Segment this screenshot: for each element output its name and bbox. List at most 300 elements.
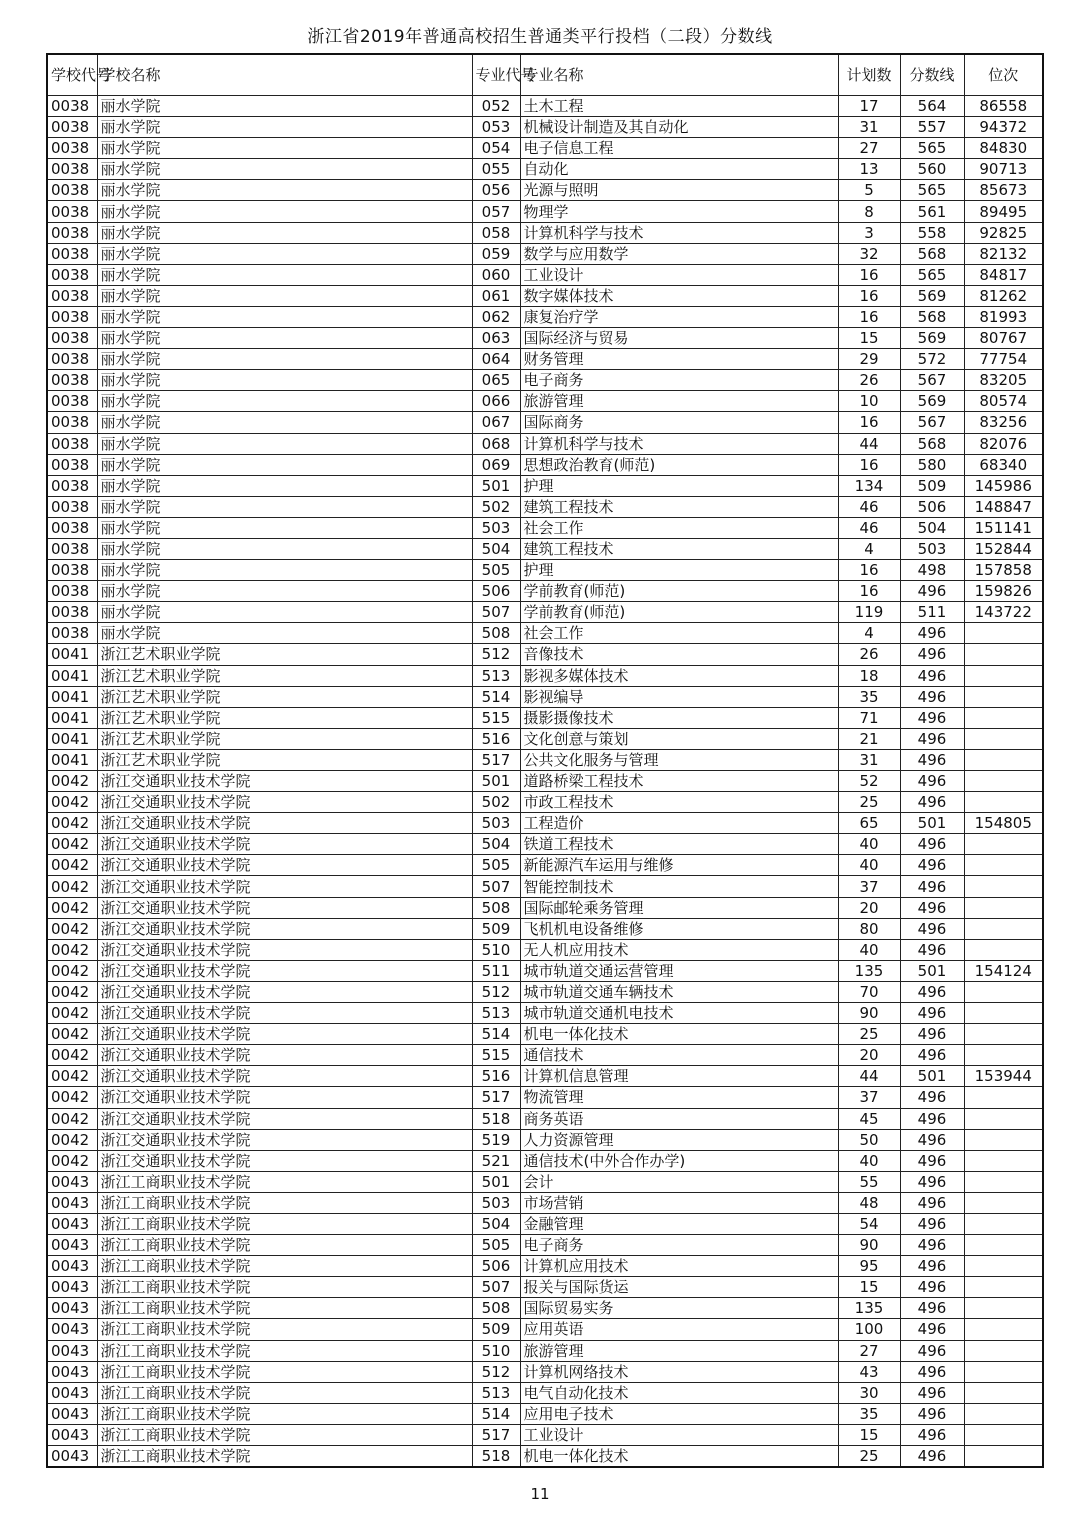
table-row xyxy=(47,834,1043,855)
table-row xyxy=(47,117,1043,138)
score-cell: 496 xyxy=(900,876,964,897)
plan-cell: 52 xyxy=(838,771,900,792)
school-code-cell: 0043 xyxy=(47,1213,97,1234)
score-cell: 568 xyxy=(900,433,964,454)
table-row xyxy=(47,1319,1043,1340)
plan-cell: 4 xyxy=(838,538,900,559)
school-name-cell: 浙江交通职业技术学院 xyxy=(97,771,472,792)
table-row xyxy=(47,1424,1043,1445)
major-code-cell: 508 xyxy=(472,897,520,918)
school-code-cell: 0043 xyxy=(47,1277,97,1298)
school-code-cell: 0043 xyxy=(47,1382,97,1403)
school-name-cell: 浙江工商职业技术学院 xyxy=(97,1319,472,1340)
major-code-cell: 506 xyxy=(472,1256,520,1277)
major-name-cell: 国际经济与贸易 xyxy=(520,328,838,349)
header-rank: 位次 xyxy=(964,54,1043,96)
table-row xyxy=(47,517,1043,538)
table-row xyxy=(47,159,1043,180)
plan-cell: 15 xyxy=(838,328,900,349)
school-code-cell: 0042 xyxy=(47,918,97,939)
score-cell: 496 xyxy=(900,771,964,792)
school-code-cell: 0038 xyxy=(47,264,97,285)
major-code-cell: 066 xyxy=(472,391,520,412)
plan-cell: 29 xyxy=(838,349,900,370)
plan-cell: 46 xyxy=(838,517,900,538)
plan-cell: 65 xyxy=(838,813,900,834)
major-code-cell: 055 xyxy=(472,159,520,180)
major-name-cell: 影视编导 xyxy=(520,686,838,707)
rank-cell xyxy=(964,981,1043,1002)
plan-cell: 16 xyxy=(838,412,900,433)
school-name-cell: 浙江交通职业技术学院 xyxy=(97,855,472,876)
school-name-cell: 浙江交通职业技术学院 xyxy=(97,834,472,855)
school-name-cell: 浙江交通职业技术学院 xyxy=(97,792,472,813)
score-cell: 496 xyxy=(900,981,964,1002)
plan-cell: 40 xyxy=(838,834,900,855)
major-name-cell: 计算机网络技术 xyxy=(520,1361,838,1382)
plan-cell: 55 xyxy=(838,1171,900,1192)
school-name-cell: 浙江工商职业技术学院 xyxy=(97,1256,472,1277)
table-row xyxy=(47,855,1043,876)
score-cell: 496 xyxy=(900,1361,964,1382)
rank-cell: 80574 xyxy=(964,391,1043,412)
school-name-cell: 浙江交通职业技术学院 xyxy=(97,1003,472,1024)
school-code-cell: 0038 xyxy=(47,306,97,327)
school-name-cell: 浙江交通职业技术学院 xyxy=(97,1108,472,1129)
table-row xyxy=(47,475,1043,496)
major-name-cell: 学前教育(师范) xyxy=(520,602,838,623)
score-cell: 501 xyxy=(900,960,964,981)
major-name-cell: 应用电子技术 xyxy=(520,1403,838,1424)
major-name-cell: 电子信息工程 xyxy=(520,138,838,159)
major-name-cell: 学前教育(师范) xyxy=(520,581,838,602)
plan-cell: 31 xyxy=(838,749,900,770)
table-row xyxy=(47,602,1043,623)
table-row xyxy=(47,1403,1043,1424)
major-name-cell: 城市轨道交通机电技术 xyxy=(520,1003,838,1024)
score-cell: 580 xyxy=(900,454,964,475)
major-name-cell: 国际商务 xyxy=(520,412,838,433)
major-name-cell: 文化创意与策划 xyxy=(520,728,838,749)
major-code-cell: 512 xyxy=(472,1361,520,1382)
major-code-cell: 052 xyxy=(472,96,520,117)
score-cell: 496 xyxy=(900,1382,964,1403)
school-name-cell: 丽水学院 xyxy=(97,117,472,138)
school-code-cell: 0038 xyxy=(47,201,97,222)
school-name-cell: 浙江艺术职业学院 xyxy=(97,707,472,728)
rank-cell: 81993 xyxy=(964,306,1043,327)
major-code-cell: 061 xyxy=(472,285,520,306)
rank-cell xyxy=(964,1382,1043,1403)
rank-cell: 143722 xyxy=(964,602,1043,623)
school-name-cell: 丽水学院 xyxy=(97,454,472,475)
score-cell: 511 xyxy=(900,602,964,623)
rank-cell: 159826 xyxy=(964,581,1043,602)
school-name-cell: 丽水学院 xyxy=(97,602,472,623)
major-name-cell: 工业设计 xyxy=(520,1424,838,1445)
plan-cell: 25 xyxy=(838,1024,900,1045)
plan-cell: 16 xyxy=(838,285,900,306)
plan-cell: 17 xyxy=(838,96,900,117)
plan-cell: 35 xyxy=(838,686,900,707)
table-row xyxy=(47,306,1043,327)
score-cell: 496 xyxy=(900,686,964,707)
rank-cell: 89495 xyxy=(964,201,1043,222)
plan-cell: 25 xyxy=(838,1446,900,1468)
major-name-cell: 电子商务 xyxy=(520,1235,838,1256)
major-code-cell: 517 xyxy=(472,1424,520,1445)
plan-cell: 21 xyxy=(838,728,900,749)
major-code-cell: 053 xyxy=(472,117,520,138)
school-code-cell: 0038 xyxy=(47,285,97,306)
plan-cell: 18 xyxy=(838,665,900,686)
school-name-cell: 丽水学院 xyxy=(97,538,472,559)
major-name-cell: 旅游管理 xyxy=(520,391,838,412)
school-code-cell: 0038 xyxy=(47,96,97,117)
score-cell: 557 xyxy=(900,117,964,138)
school-name-cell: 丽水学院 xyxy=(97,517,472,538)
score-cell: 565 xyxy=(900,138,964,159)
major-name-cell: 人力资源管理 xyxy=(520,1129,838,1150)
school-code-cell: 0043 xyxy=(47,1235,97,1256)
table-row xyxy=(47,771,1043,792)
school-name-cell: 浙江交通职业技术学院 xyxy=(97,1024,472,1045)
rank-cell xyxy=(964,1192,1043,1213)
major-code-cell: 503 xyxy=(472,1192,520,1213)
rank-cell: 154124 xyxy=(964,960,1043,981)
major-name-cell: 金融管理 xyxy=(520,1213,838,1234)
school-name-cell: 浙江工商职业技术学院 xyxy=(97,1192,472,1213)
rank-cell: 82132 xyxy=(964,243,1043,264)
major-name-cell: 社会工作 xyxy=(520,623,838,644)
rank-cell xyxy=(964,749,1043,770)
plan-cell: 35 xyxy=(838,1403,900,1424)
major-name-cell: 计算机信息管理 xyxy=(520,1066,838,1087)
plan-cell: 71 xyxy=(838,707,900,728)
school-name-cell: 浙江交通职业技术学院 xyxy=(97,1150,472,1171)
table-row xyxy=(47,1045,1043,1066)
major-code-cell: 514 xyxy=(472,686,520,707)
table-row xyxy=(47,1024,1043,1045)
rank-cell xyxy=(964,918,1043,939)
major-code-cell: 503 xyxy=(472,813,520,834)
school-code-cell: 0043 xyxy=(47,1298,97,1319)
rank-cell: 84817 xyxy=(964,264,1043,285)
school-name-cell: 浙江工商职业技术学院 xyxy=(97,1382,472,1403)
major-code-cell: 067 xyxy=(472,412,520,433)
school-name-cell: 浙江工商职业技术学院 xyxy=(97,1340,472,1361)
major-name-cell: 自动化 xyxy=(520,159,838,180)
plan-cell: 135 xyxy=(838,1298,900,1319)
plan-cell: 70 xyxy=(838,981,900,1002)
major-name-cell: 计算机科学与技术 xyxy=(520,433,838,454)
rank-cell: 68340 xyxy=(964,454,1043,475)
major-code-cell: 054 xyxy=(472,138,520,159)
rank-cell xyxy=(964,1087,1043,1108)
table-row xyxy=(47,1129,1043,1150)
plan-cell: 40 xyxy=(838,939,900,960)
plan-cell: 4 xyxy=(838,623,900,644)
rank-cell xyxy=(964,1129,1043,1150)
score-cell: 506 xyxy=(900,496,964,517)
plan-cell: 37 xyxy=(838,876,900,897)
score-cell: 496 xyxy=(900,1108,964,1129)
rank-cell xyxy=(964,1150,1043,1171)
rank-cell xyxy=(964,771,1043,792)
school-name-cell: 浙江艺术职业学院 xyxy=(97,749,472,770)
major-name-cell: 工程造价 xyxy=(520,813,838,834)
header-school-name: 学校名称 xyxy=(97,54,472,96)
school-name-cell: 浙江艺术职业学院 xyxy=(97,686,472,707)
school-name-cell: 丽水学院 xyxy=(97,623,472,644)
school-name-cell: 浙江交通职业技术学院 xyxy=(97,1087,472,1108)
school-name-cell: 丽水学院 xyxy=(97,433,472,454)
table-row xyxy=(47,581,1043,602)
score-cell: 496 xyxy=(900,1171,964,1192)
score-cell: 496 xyxy=(900,1045,964,1066)
major-code-cell: 068 xyxy=(472,433,520,454)
school-code-cell: 0038 xyxy=(47,391,97,412)
major-name-cell: 电气自动化技术 xyxy=(520,1382,838,1403)
table-row xyxy=(47,1192,1043,1213)
rank-cell: 154805 xyxy=(964,813,1043,834)
score-cell: 496 xyxy=(900,1340,964,1361)
school-code-cell: 0038 xyxy=(47,602,97,623)
major-name-cell: 思想政治教育(师范) xyxy=(520,454,838,475)
score-cell: 558 xyxy=(900,222,964,243)
school-name-cell: 浙江交通职业技术学院 xyxy=(97,813,472,834)
major-name-cell: 通信技术 xyxy=(520,1045,838,1066)
rank-cell: 148847 xyxy=(964,496,1043,517)
rank-cell xyxy=(964,897,1043,918)
table-row xyxy=(47,560,1043,581)
table-row xyxy=(47,201,1043,222)
school-code-cell: 0043 xyxy=(47,1256,97,1277)
plan-cell: 44 xyxy=(838,1066,900,1087)
table-row xyxy=(47,644,1043,665)
major-name-cell: 数学与应用数学 xyxy=(520,243,838,264)
school-name-cell: 丽水学院 xyxy=(97,285,472,306)
major-name-cell: 城市轨道交通车辆技术 xyxy=(520,981,838,1002)
score-cell: 496 xyxy=(900,939,964,960)
score-cell: 503 xyxy=(900,538,964,559)
score-cell: 496 xyxy=(900,1298,964,1319)
table-row xyxy=(47,1235,1043,1256)
school-name-cell: 丽水学院 xyxy=(97,243,472,264)
school-name-cell: 浙江交通职业技术学院 xyxy=(97,960,472,981)
major-name-cell: 建筑工程技术 xyxy=(520,538,838,559)
table-row xyxy=(47,1446,1043,1468)
school-name-cell: 浙江艺术职业学院 xyxy=(97,644,472,665)
major-name-cell: 物理学 xyxy=(520,201,838,222)
major-code-cell: 501 xyxy=(472,475,520,496)
major-name-cell: 音像技术 xyxy=(520,644,838,665)
score-cell: 496 xyxy=(900,665,964,686)
school-code-cell: 0042 xyxy=(47,834,97,855)
score-cell: 572 xyxy=(900,349,964,370)
score-cell: 496 xyxy=(900,707,964,728)
plan-cell: 90 xyxy=(838,1003,900,1024)
school-name-cell: 浙江艺术职业学院 xyxy=(97,665,472,686)
plan-cell: 16 xyxy=(838,581,900,602)
major-code-cell: 505 xyxy=(472,560,520,581)
major-code-cell: 517 xyxy=(472,1087,520,1108)
major-name-cell: 工业设计 xyxy=(520,264,838,285)
plan-cell: 40 xyxy=(838,1150,900,1171)
table-row xyxy=(47,349,1043,370)
school-code-cell: 0041 xyxy=(47,686,97,707)
score-cell: 496 xyxy=(900,855,964,876)
rank-cell: 83256 xyxy=(964,412,1043,433)
document-title: 浙江省2019年普通高校招生普通类平行投档（二段）分数线 xyxy=(307,27,773,47)
score-cell: 496 xyxy=(900,644,964,665)
school-code-cell: 0038 xyxy=(47,412,97,433)
major-name-cell: 商务英语 xyxy=(520,1108,838,1129)
score-cell: 504 xyxy=(900,517,964,538)
table-row xyxy=(47,1361,1043,1382)
major-code-cell: 518 xyxy=(472,1108,520,1129)
major-name-cell: 财务管理 xyxy=(520,349,838,370)
school-name-cell: 丽水学院 xyxy=(97,391,472,412)
major-code-cell: 507 xyxy=(472,602,520,623)
school-code-cell: 0042 xyxy=(47,876,97,897)
school-code-cell: 0038 xyxy=(47,538,97,559)
major-code-cell: 507 xyxy=(472,876,520,897)
plan-cell: 20 xyxy=(838,897,900,918)
rank-cell: 90713 xyxy=(964,159,1043,180)
school-code-cell: 0042 xyxy=(47,1045,97,1066)
major-name-cell: 电子商务 xyxy=(520,370,838,391)
major-name-cell: 旅游管理 xyxy=(520,1340,838,1361)
school-code-cell: 0043 xyxy=(47,1340,97,1361)
school-name-cell: 丽水学院 xyxy=(97,264,472,285)
rank-cell: 83205 xyxy=(964,370,1043,391)
rank-cell: 92825 xyxy=(964,222,1043,243)
school-name-cell: 浙江工商职业技术学院 xyxy=(97,1446,472,1468)
score-cell: 569 xyxy=(900,328,964,349)
school-name-cell: 丽水学院 xyxy=(97,222,472,243)
school-code-cell: 0042 xyxy=(47,1150,97,1171)
plan-cell: 90 xyxy=(838,1235,900,1256)
school-name-cell: 浙江交通职业技术学院 xyxy=(97,1066,472,1087)
major-code-cell: 519 xyxy=(472,1129,520,1150)
table-row xyxy=(47,1298,1043,1319)
school-name-cell: 浙江交通职业技术学院 xyxy=(97,1129,472,1150)
rank-cell: 84830 xyxy=(964,138,1043,159)
header-score: 分数线 xyxy=(900,54,964,96)
table-row xyxy=(47,370,1043,391)
major-name-cell: 会计 xyxy=(520,1171,838,1192)
rank-cell xyxy=(964,939,1043,960)
school-code-cell: 0041 xyxy=(47,728,97,749)
major-code-cell: 508 xyxy=(472,623,520,644)
rank-cell xyxy=(964,834,1043,855)
table-row xyxy=(47,728,1043,749)
major-name-cell: 通信技术(中外合作办学) xyxy=(520,1150,838,1171)
table-row xyxy=(47,1340,1043,1361)
school-name-cell: 浙江交通职业技术学院 xyxy=(97,939,472,960)
school-code-cell: 0038 xyxy=(47,433,97,454)
major-code-cell: 065 xyxy=(472,370,520,391)
major-name-cell: 市政工程技术 xyxy=(520,792,838,813)
major-code-cell: 504 xyxy=(472,834,520,855)
major-name-cell: 康复治疗学 xyxy=(520,306,838,327)
major-name-cell: 铁道工程技术 xyxy=(520,834,838,855)
school-name-cell: 浙江工商职业技术学院 xyxy=(97,1213,472,1234)
school-name-cell: 浙江交通职业技术学院 xyxy=(97,897,472,918)
school-name-cell: 浙江交通职业技术学院 xyxy=(97,1045,472,1066)
school-code-cell: 0038 xyxy=(47,370,97,391)
school-name-cell: 丽水学院 xyxy=(97,475,472,496)
school-code-cell: 0038 xyxy=(47,454,97,475)
plan-cell: 16 xyxy=(838,264,900,285)
major-name-cell: 护理 xyxy=(520,475,838,496)
plan-cell: 43 xyxy=(838,1361,900,1382)
rank-cell xyxy=(964,792,1043,813)
plan-cell: 10 xyxy=(838,391,900,412)
table-row xyxy=(47,138,1043,159)
plan-cell: 15 xyxy=(838,1277,900,1298)
table-row xyxy=(47,264,1043,285)
table-row xyxy=(47,749,1043,770)
score-cell: 496 xyxy=(900,1129,964,1150)
score-cell: 496 xyxy=(900,1087,964,1108)
plan-cell: 15 xyxy=(838,1424,900,1445)
score-cell: 567 xyxy=(900,412,964,433)
major-code-cell: 515 xyxy=(472,1045,520,1066)
score-cell: 496 xyxy=(900,1235,964,1256)
major-code-cell: 504 xyxy=(472,538,520,559)
school-code-cell: 0042 xyxy=(47,771,97,792)
school-name-cell: 浙江艺术职业学院 xyxy=(97,728,472,749)
school-name-cell: 浙江工商职业技术学院 xyxy=(97,1298,472,1319)
major-name-cell: 机械设计制造及其自动化 xyxy=(520,117,838,138)
score-cell: 561 xyxy=(900,201,964,222)
table-row xyxy=(47,96,1043,117)
rank-cell xyxy=(964,1003,1043,1024)
school-code-cell: 0038 xyxy=(47,117,97,138)
score-cell: 564 xyxy=(900,96,964,117)
header-major-name: 专业名称 xyxy=(520,54,838,96)
major-name-cell: 报关与国际货运 xyxy=(520,1277,838,1298)
table-row xyxy=(47,876,1043,897)
school-code-cell: 0043 xyxy=(47,1319,97,1340)
table-row xyxy=(47,391,1043,412)
rank-cell xyxy=(964,1256,1043,1277)
plan-cell: 31 xyxy=(838,117,900,138)
rank-cell: 85673 xyxy=(964,180,1043,201)
school-name-cell: 丽水学院 xyxy=(97,201,472,222)
major-name-cell: 计算机科学与技术 xyxy=(520,222,838,243)
school-code-cell: 0042 xyxy=(47,1003,97,1024)
rank-cell: 80767 xyxy=(964,328,1043,349)
major-code-cell: 515 xyxy=(472,707,520,728)
major-code-cell: 060 xyxy=(472,264,520,285)
rank-cell xyxy=(964,728,1043,749)
major-name-cell: 道路桥梁工程技术 xyxy=(520,771,838,792)
rank-cell: 153944 xyxy=(964,1066,1043,1087)
table-row xyxy=(47,707,1043,728)
table-row xyxy=(47,813,1043,834)
school-code-cell: 0042 xyxy=(47,1087,97,1108)
rank-cell xyxy=(964,1108,1043,1129)
major-name-cell: 计算机应用技术 xyxy=(520,1256,838,1277)
table-row xyxy=(47,1256,1043,1277)
major-code-cell: 501 xyxy=(472,771,520,792)
score-cell: 496 xyxy=(900,1213,964,1234)
rank-cell xyxy=(964,707,1043,728)
rank-cell xyxy=(964,1277,1043,1298)
